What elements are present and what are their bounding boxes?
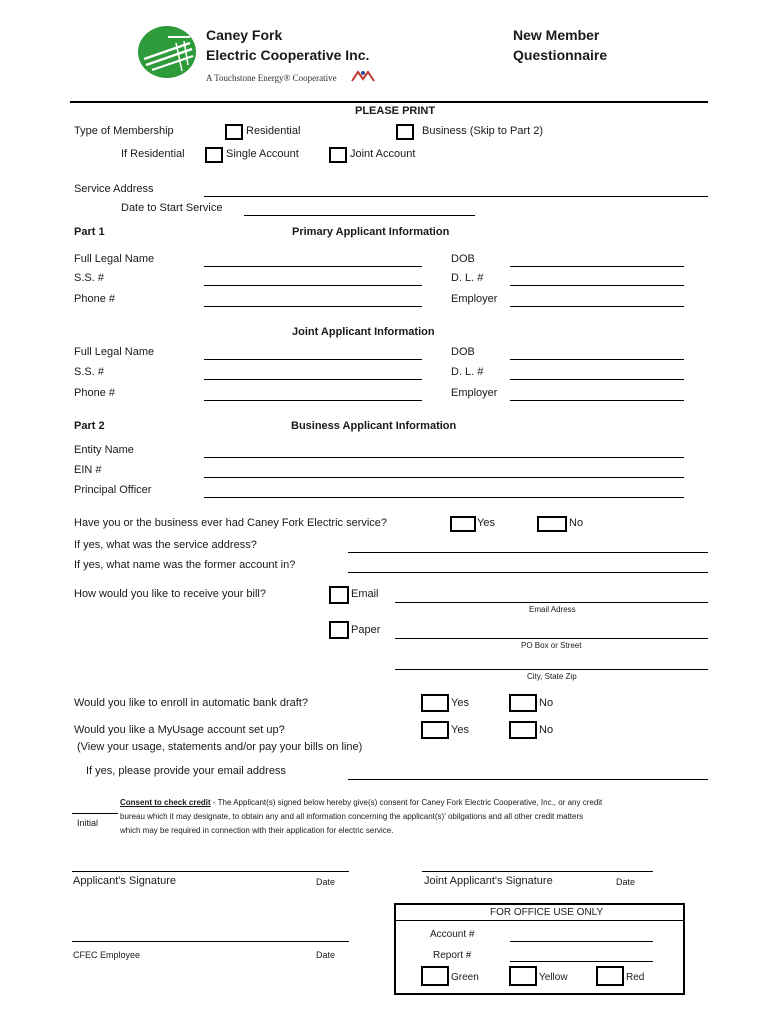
primary-name-label: Full Legal Name — [74, 253, 155, 265]
entity-name-label: Entity Name — [74, 444, 134, 456]
city-state-zip-caption: City, State Zip — [527, 672, 577, 681]
service-address-label: Service Address — [74, 183, 154, 195]
primary-applicant-title: Primary Applicant Information — [292, 226, 450, 238]
consent-line3: which may be required in connection with their application for electric service. — [120, 826, 394, 835]
myusage-yes-label: Yes — [451, 724, 469, 736]
account-number-label: Account # — [430, 929, 475, 940]
consent-line1 — [120, 797, 602, 808]
primary-dl-label: D. L. # — [451, 272, 484, 284]
po-box-field[interactable] — [395, 638, 708, 639]
joint-dl-field[interactable] — [510, 379, 684, 380]
myusage-subtext: (View your usage, statements and/or pay your bills on line) — [77, 741, 363, 753]
org-name-line1: Caney Fork — [206, 27, 283, 43]
po-box-caption: PO Box or Street — [521, 641, 582, 650]
bill-paper-checkbox[interactable] — [329, 621, 349, 639]
joint-phone-label: Phone # — [74, 387, 115, 399]
joint-signature-label: Joint Applicant's Signature — [424, 875, 553, 887]
report-number-label: Report # — [433, 950, 472, 961]
report-number-field[interactable] — [510, 961, 653, 962]
service-address-field[interactable] — [204, 196, 708, 197]
primary-ss-label: S.S. # — [74, 272, 104, 284]
prior-address-question: If yes, what was the service address? — [74, 539, 257, 551]
primary-name-field[interactable] — [204, 266, 422, 267]
principal-officer-label: Principal Officer — [74, 484, 152, 496]
bill-email-checkbox[interactable] — [329, 586, 349, 604]
email-address-caption: Email Adress — [529, 605, 576, 614]
joint-dob-field[interactable] — [510, 359, 684, 360]
myusage-no-checkbox[interactable] — [509, 721, 537, 739]
business-applicant-title: Business Applicant Information — [291, 420, 457, 432]
employee-date-label: Date — [316, 950, 336, 960]
red-checkbox[interactable] — [596, 966, 624, 986]
red-label: Red — [626, 972, 645, 983]
bank-draft-no-checkbox[interactable] — [509, 694, 537, 712]
initial-field[interactable] — [72, 813, 118, 814]
bank-draft-question: Would you like to enroll in automatic bank draft? — [74, 697, 308, 709]
part2-label: Part 2 — [74, 420, 105, 432]
joint-name-field[interactable] — [204, 359, 422, 360]
bill-email-label: Email — [351, 588, 379, 600]
ein-field[interactable] — [204, 477, 684, 478]
consent-title: Consent to check credit — [120, 798, 211, 807]
org-name-line2: Electric Cooperative Inc. — [206, 47, 370, 63]
myusage-question: Would you like a MyUsage account set up? — [74, 724, 285, 736]
business-checkbox[interactable] — [396, 124, 414, 140]
bank-draft-no-label: No — [539, 697, 554, 709]
employee-signature-field[interactable] — [72, 941, 349, 942]
green-checkbox[interactable] — [421, 966, 449, 986]
city-state-zip-field[interactable] — [395, 669, 708, 670]
applicant-signature-label: Applicant's Signature — [73, 875, 176, 887]
touchstone-icon — [350, 69, 376, 83]
applicant-signature-field[interactable] — [72, 871, 349, 872]
consent-text1: - The Applicant(s) signed below hereby give(s) consent for Caney Fork Electric Cooperative, Inc., or any credit — [210, 798, 603, 807]
logo-globe-icon — [138, 25, 198, 79]
business-label: Business (Skip to Part 2) — [422, 125, 544, 137]
myusage-no-label: No — [539, 724, 554, 736]
bill-method-question: How would you like to receive your bill? — [74, 588, 266, 600]
primary-employer-label: Employer — [451, 293, 498, 305]
yellow-label: Yellow — [539, 972, 568, 983]
initial-label: Initial — [77, 818, 99, 828]
bank-draft-yes-label: Yes — [451, 697, 469, 709]
entity-name-field[interactable] — [204, 457, 684, 458]
please-print: PLEASE PRINT — [355, 105, 436, 117]
green-label: Green — [451, 972, 479, 983]
primary-employer-field[interactable] — [510, 306, 684, 307]
prior-service-yes-label: Yes — [477, 517, 495, 529]
ein-label: EIN # — [74, 464, 102, 476]
consent-line2: bureau which it may designate, to obtain any and all information concerning the applicant(s)' obilgations and all other credit matters — [120, 812, 584, 821]
joint-signature-field[interactable] — [422, 871, 653, 872]
joint-dob-label: DOB — [451, 346, 475, 358]
office-use-title-divider — [396, 920, 683, 921]
joint-name-label: Full Legal Name — [74, 346, 155, 358]
prior-service-yes-checkbox[interactable] — [450, 516, 476, 532]
joint-dl-label: D. L. # — [451, 366, 484, 378]
start-date-label: Date to Start Service — [121, 202, 223, 214]
joint-employer-label: Employer — [451, 387, 498, 399]
provide-email-field[interactable] — [348, 779, 708, 780]
if-residential-label: If Residential — [121, 148, 185, 160]
header-divider — [70, 101, 708, 103]
prior-service-no-label: No — [569, 517, 584, 529]
single-account-checkbox[interactable] — [205, 147, 223, 163]
primary-phone-field[interactable] — [204, 306, 422, 307]
primary-phone-label: Phone # — [74, 293, 115, 305]
provide-email-label: If yes, please provide your email address — [86, 765, 286, 777]
joint-ss-field[interactable] — [204, 379, 422, 380]
prior-service-no-checkbox[interactable] — [537, 516, 567, 532]
primary-dob-field[interactable] — [510, 266, 684, 267]
prior-name-field[interactable] — [348, 572, 708, 573]
prior-service-question: Have you or the business ever had Caney Fork Electric service? — [74, 517, 388, 529]
tagline: A Touchstone Energy® Cooperative — [206, 73, 337, 83]
employee-signature-label: CFEC Employee — [73, 950, 141, 960]
joint-date-label: Date — [616, 877, 636, 887]
residential-label: Residential — [246, 125, 301, 137]
bill-email-field[interactable] — [395, 602, 708, 603]
bill-paper-label: Paper — [351, 624, 381, 636]
applicant-date-label: Date — [316, 877, 336, 887]
form-title-line1: New Member — [513, 27, 600, 43]
joint-ss-label: S.S. # — [74, 366, 104, 378]
office-use-title: FOR OFFICE USE ONLY — [490, 907, 604, 918]
joint-account-checkbox[interactable] — [329, 147, 347, 163]
joint-employer-field[interactable] — [510, 400, 684, 401]
joint-applicant-title: Joint Applicant Information — [292, 326, 435, 338]
single-account-label: Single Account — [226, 148, 299, 160]
prior-address-field[interactable] — [348, 552, 708, 553]
residential-checkbox[interactable] — [225, 124, 243, 140]
logo — [138, 25, 198, 79]
account-number-field[interactable] — [510, 941, 653, 942]
yellow-checkbox[interactable] — [509, 966, 537, 986]
start-date-field[interactable] — [244, 215, 475, 216]
joint-account-label: Joint Account — [350, 148, 416, 160]
joint-phone-field[interactable] — [204, 400, 422, 401]
primary-dl-field[interactable] — [510, 285, 684, 286]
part1-label: Part 1 — [74, 226, 105, 238]
principal-officer-field[interactable] — [204, 497, 684, 498]
bank-draft-yes-checkbox[interactable] — [421, 694, 449, 712]
primary-ss-field[interactable] — [204, 285, 422, 286]
myusage-yes-checkbox[interactable] — [421, 721, 449, 739]
form-title-line2: Questionnaire — [513, 47, 608, 63]
primary-dob-label: DOB — [451, 253, 475, 265]
membership-label: Type of Membership — [74, 125, 174, 137]
prior-name-question: If yes, what name was the former account in? — [74, 559, 296, 571]
